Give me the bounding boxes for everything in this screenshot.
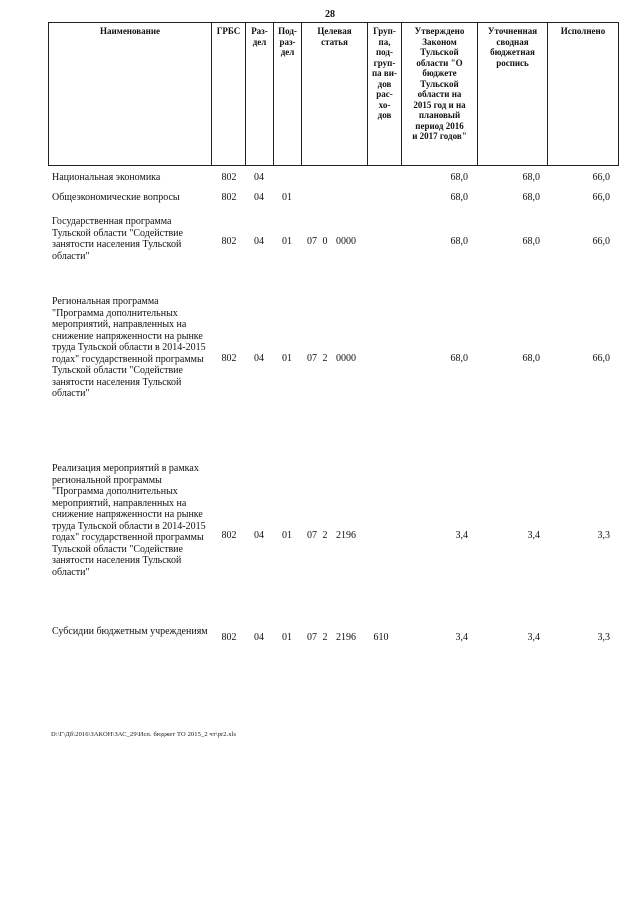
row-target-a: 07 [307, 632, 317, 643]
row-target-c: 2196 [336, 530, 356, 541]
row-target-b: 2 [322, 530, 328, 541]
row-executed: 3,3 [597, 632, 610, 643]
row-executed: 66,0 [592, 353, 610, 364]
row-section: 04 [254, 236, 264, 247]
row-subsection: 01 [282, 192, 292, 203]
row-name: Региональная программа "Программа дополнительных мероприятий, направленных на снижение напряженности на рынке труда Тульской области в 2014-2015 годах" государственной программы Тульской области "Содействие занятости населения Тульской области" [52, 296, 206, 399]
row-name: Общеэкономические вопросы [52, 192, 180, 203]
row-name: Государственная программа Тульской области "Содействие занятости населения Тульской области" [52, 216, 183, 262]
row-grbs: 802 [221, 192, 237, 203]
header-approved: Утверждено Законом Тульской области "О бюджете Тульской области на 2015 год и на плановый период 2016 и 2017 годов" [402, 23, 478, 166]
row-approved: 68,0 [450, 192, 468, 203]
row-expense-group: 610 [373, 632, 389, 643]
row-refined: 68,0 [522, 192, 540, 203]
row-approved: 68,0 [450, 236, 468, 247]
row-refined: 68,0 [522, 353, 540, 364]
header-section: Раз- дел [246, 23, 274, 166]
row-section: 04 [254, 530, 264, 541]
row-section: 04 [254, 192, 264, 203]
row-section: 04 [254, 632, 264, 643]
row-approved: 68,0 [450, 353, 468, 364]
row-name: Национальная экономика [52, 172, 161, 183]
row-target-b: 2 [322, 632, 328, 643]
header-expense-group: Груп- па, под- груп- па ви- дов рас- хо- дов [368, 23, 402, 166]
row-grbs: 802 [221, 632, 237, 643]
header-name: Наименование [49, 23, 212, 166]
row-grbs: 802 [221, 236, 237, 247]
header-target-article: Целевая статья [302, 23, 368, 166]
row-grbs: 802 [221, 353, 237, 364]
header-grbs: ГРБС [212, 23, 246, 166]
row-refined: 3,4 [527, 632, 540, 643]
row-refined: 68,0 [522, 172, 540, 183]
row-target-c: 0000 [336, 236, 356, 247]
row-target-b: 0 [322, 236, 328, 247]
row-executed: 3,3 [597, 530, 610, 541]
row-target-a: 07 [307, 236, 317, 247]
row-target-b: 2 [322, 353, 328, 364]
row-name: Субсидии бюджетным учреждениям [52, 626, 208, 637]
row-subsection: 01 [282, 353, 292, 364]
row-refined: 3,4 [527, 530, 540, 541]
row-subsection: 01 [282, 632, 292, 643]
row-approved: 3,4 [455, 530, 468, 541]
row-refined: 68,0 [522, 236, 540, 247]
row-section: 04 [254, 172, 264, 183]
row-target-c: 2196 [336, 632, 356, 643]
row-subsection: 01 [282, 236, 292, 247]
footer-file-path: D:\Г\Дб\2016\ЗАКОН\ЗАС_29\Исп. бюджет ТО 2015_2 чт\pr2.xls [51, 731, 237, 738]
row-executed: 66,0 [592, 236, 610, 247]
row-target-a: 07 [307, 530, 317, 541]
row-grbs: 802 [221, 172, 237, 183]
row-executed: 66,0 [592, 172, 610, 183]
row-approved: 3,4 [455, 632, 468, 643]
row-target-a: 07 [307, 353, 317, 364]
row-grbs: 802 [221, 530, 237, 541]
header-refined: Уточненная сводная бюджетная роспись [478, 23, 548, 166]
row-name: Реализация мероприятий в рамках региональной программы "Программа дополнительных мероприятий, направленных на снижение напряженности на рынке труда Тульской области в 2014-2015 годах" государственной программы Тульской области "Содействие занятости населения Тульской области" [52, 463, 206, 578]
header-subsection: Под- раз- дел [274, 23, 302, 166]
row-section: 04 [254, 353, 264, 364]
row-target-c: 0000 [336, 353, 356, 364]
row-executed: 66,0 [592, 192, 610, 203]
page-number: 28 [325, 9, 335, 20]
header-executed: Исполнено [548, 23, 619, 166]
row-approved: 68,0 [450, 172, 468, 183]
row-subsection: 01 [282, 530, 292, 541]
